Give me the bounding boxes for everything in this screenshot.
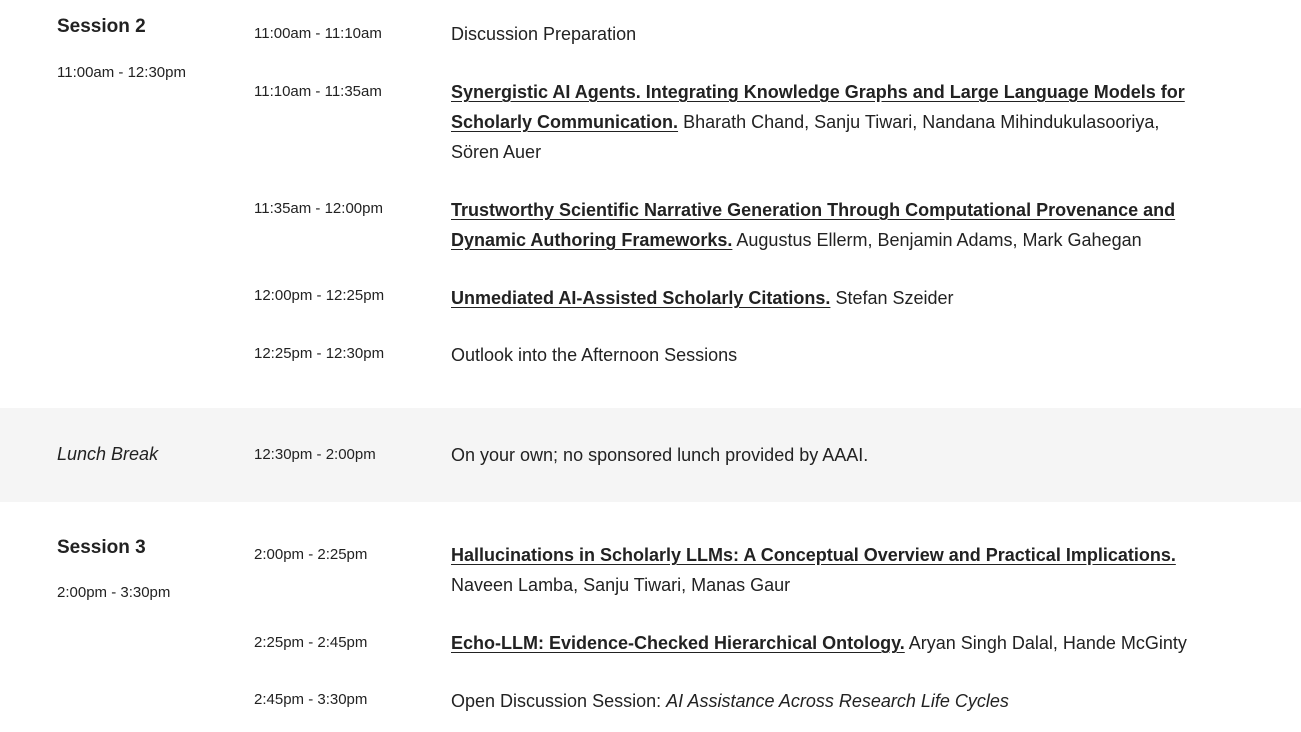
row-text: Outlook into the Afternoon Sessions: [451, 345, 738, 365]
row-time: 2:25pm - 2:45pm: [254, 634, 368, 651]
paper-title-link[interactable]: Unmediated AI-Assisted Scholarly Citations.: [451, 288, 831, 308]
paper-title-link[interactable]: Synergistic AI Agents. Integrating Knowledge Graphs and Large Language Models for Scholarly Communication.: [451, 82, 1185, 132]
paper-entry: [451, 195, 1196, 255]
row-time: 12:30pm - 2:00pm: [254, 446, 376, 463]
session-time: 2:00pm - 3:30pm: [57, 584, 171, 601]
row-time: 12:00pm - 12:25pm: [254, 287, 385, 304]
row-time: 11:35am - 12:00pm: [254, 200, 383, 217]
paper-authors: Stefan Szeider: [835, 288, 954, 308]
paper-authors: Aryan Singh Dalal, Hande McGinty: [908, 633, 1187, 653]
row-text: On your own; no sponsored lunch provided by AAAI.: [451, 445, 869, 465]
paper-authors: Bharath Chand, Sanju Tiwari, Nandana Mihindukulasooriya, Sören Auer: [451, 112, 1160, 162]
paper-entry: [451, 283, 1196, 313]
row-text: Discussion Preparation: [451, 24, 637, 44]
paper-entry: [451, 77, 1196, 167]
row-text: [451, 686, 1196, 716]
row-time: 11:10am - 11:35am: [254, 83, 382, 100]
session-time: 11:00am - 12:30pm: [57, 64, 186, 81]
row-time: 2:00pm - 2:25pm: [254, 546, 368, 563]
paper-authors: Naveen Lamba, Sanju Tiwari, Manas Gaur: [451, 575, 791, 595]
lunch-break-block: [0, 408, 1301, 502]
session-title: Session 2: [57, 16, 146, 37]
row-time: 2:45pm - 3:30pm: [254, 691, 368, 708]
paper-authors: Augustus Ellerm, Benjamin Adams, Mark Gahegan: [736, 230, 1142, 250]
paper-title-link[interactable]: Hallucinations in Scholarly LLMs: A Conceptual Overview and Practical Implications.: [451, 545, 1176, 565]
paper-entry: [451, 628, 1196, 658]
session-3-block: [0, 502, 1301, 732]
row-time: 11:00am - 11:10am: [254, 25, 382, 42]
row-time: 12:25pm - 12:30pm: [254, 345, 385, 362]
discussion-topic: AI Assistance Across Research Life Cycles: [666, 691, 1009, 711]
lunch-label: Lunch Break: [57, 444, 159, 464]
paper-title-link[interactable]: Echo-LLM: Evidence-Checked Hierarchical Ontology.: [451, 633, 905, 653]
session-title: Session 3: [57, 537, 146, 558]
discussion-prefix: Open Discussion Session:: [451, 691, 667, 711]
paper-entry: [451, 540, 1196, 600]
paper-title-link[interactable]: Trustworthy Scientific Narrative Generation Through Computational Provenance and Dynamic Authoring Frameworks.: [451, 200, 1176, 250]
